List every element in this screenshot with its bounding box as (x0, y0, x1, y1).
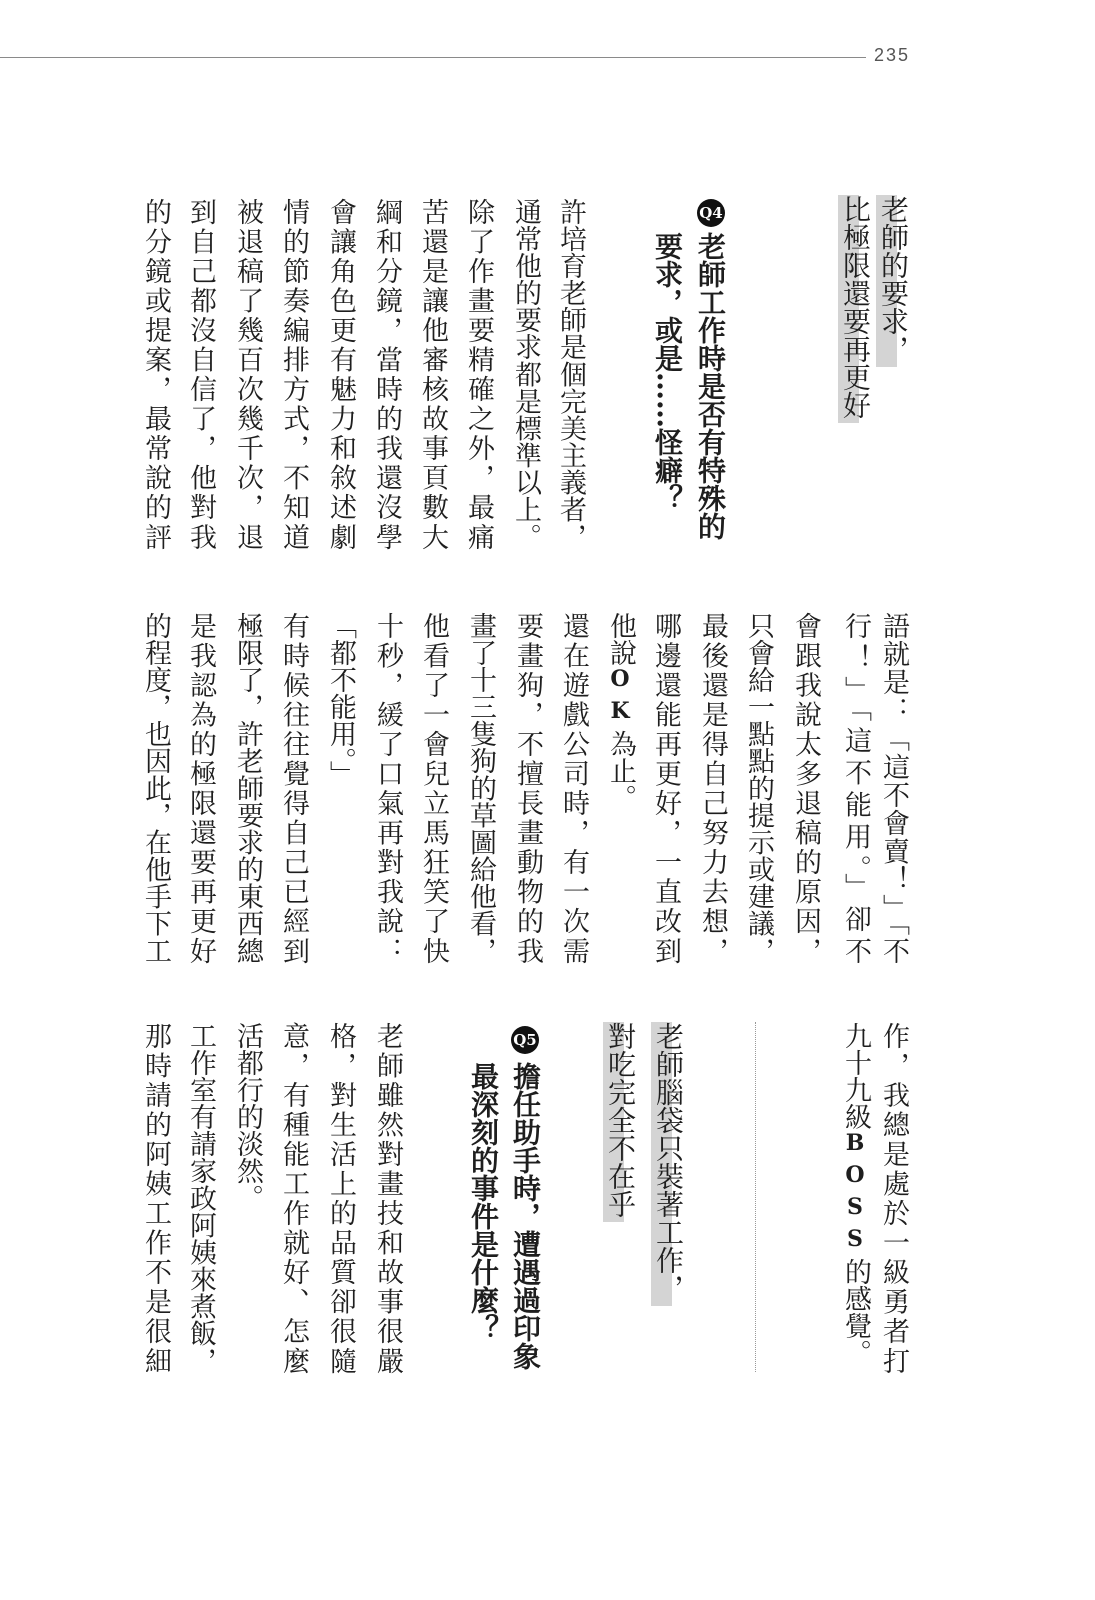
body-line: 情的節奏編排方式，不知道 (278, 198, 309, 550)
body-line: 格，對生活上的品質卻很隨 (325, 1022, 356, 1374)
body-line: 語就是：「這不會賣！」「不 (878, 612, 909, 964)
body-line: 極限了，許老師要求的東西總 (232, 612, 263, 964)
section-divider (755, 1022, 756, 1372)
body-text-segment: 他說 (605, 612, 636, 666)
body-line: 只會給一點點的提示或建議， (743, 612, 774, 964)
body-text-segment: 為止。 (605, 730, 636, 811)
latin-text-segment: OK (607, 666, 633, 730)
body-line: 行！」「這不能用。」卻不 (840, 612, 871, 964)
body-line: 要畫狗，不擅長畫動物的我 (512, 612, 543, 964)
body-line: 許培育老師是個完美主義者， (555, 198, 586, 550)
body-text-segment: 的感覺。 (840, 1258, 871, 1366)
body-line: 工作室有請家政阿姨來煮飯， (185, 1022, 216, 1374)
q5-badge: Q5 (511, 1026, 539, 1054)
page-number: 235 (874, 45, 911, 65)
body-line: 十秒，緩了口氣再對我說： (372, 612, 403, 964)
q5-question-line: 擔任助手時，遭遇過印象 (509, 1062, 542, 1370)
body-line: 老師雖然對畫技和故事很嚴 (372, 1022, 403, 1374)
body-line: 活都行的淡然。 (232, 1022, 263, 1211)
body-line: 「都不能用。」 (325, 612, 356, 788)
section-heading-line: 老師腦袋只裝著工作， (651, 1022, 685, 1306)
body-line: 會跟我說太多退稿的原因， (790, 612, 821, 964)
q5-question-line: 最深刻的事件是什麼？ (467, 1062, 500, 1342)
body-line: 有時候往往覺得自己已經到 (278, 612, 309, 964)
body-line: 到自己都沒自信了，他對我 (185, 198, 216, 550)
body-line: 被退稿了幾百次幾千次，退 (232, 198, 263, 550)
body-line: 意，有種能工作就好、怎麼 (278, 1022, 309, 1374)
latin-text-segment: BOSS (842, 1130, 868, 1258)
section-heading-line: 比極限還要再更好 (838, 195, 872, 423)
q4-question-line: 老師工作時是否有特殊的 (694, 232, 727, 540)
header-rule (0, 57, 866, 58)
body-line: 綱和分鏡，當時的我還沒學 (371, 198, 402, 550)
section-heading-line: 對吃完全不在乎 (603, 1022, 637, 1222)
body-line: 是我認為的極限還要再更好 (185, 612, 216, 964)
body-line (838, 1022, 872, 1374)
q4-question-line: 要求，或是……怪癖？ (651, 232, 684, 512)
body-line: 苦還是讓他審核故事頁數大 (417, 198, 448, 550)
body-line (603, 612, 637, 964)
body-line: 他看了一會兒立馬狂笑了快 (418, 612, 449, 964)
body-line: 的程度，也因此，在他手下工 (140, 612, 171, 964)
body-line: 除了作畫要精確之外，最痛 (463, 198, 494, 550)
body-line: 最後還是得自己努力去想， (697, 612, 728, 964)
section-heading-line: 老師的要求， (876, 195, 910, 367)
body-line: 會讓角色更有魅力和敘述劇 (325, 198, 356, 550)
q4-badge: Q4 (697, 199, 725, 227)
body-line: 通常他的要求都是標準以上。 (510, 198, 541, 550)
body-line: 還在遊戲公司時，有一次需 (558, 612, 589, 964)
body-line: 的分鏡或提案，最常說的評 (140, 198, 171, 550)
body-line: 畫了十三隻狗的草圖給他看， (465, 612, 496, 964)
body-text-segment: 九十九級 (840, 1022, 871, 1130)
body-line: 哪邊還能再更好，一直改到 (650, 612, 681, 964)
body-line: 作，我總是處於一級勇者打 (878, 1022, 909, 1374)
body-line: 那時請的阿姨工作不是很細 (140, 1022, 171, 1374)
